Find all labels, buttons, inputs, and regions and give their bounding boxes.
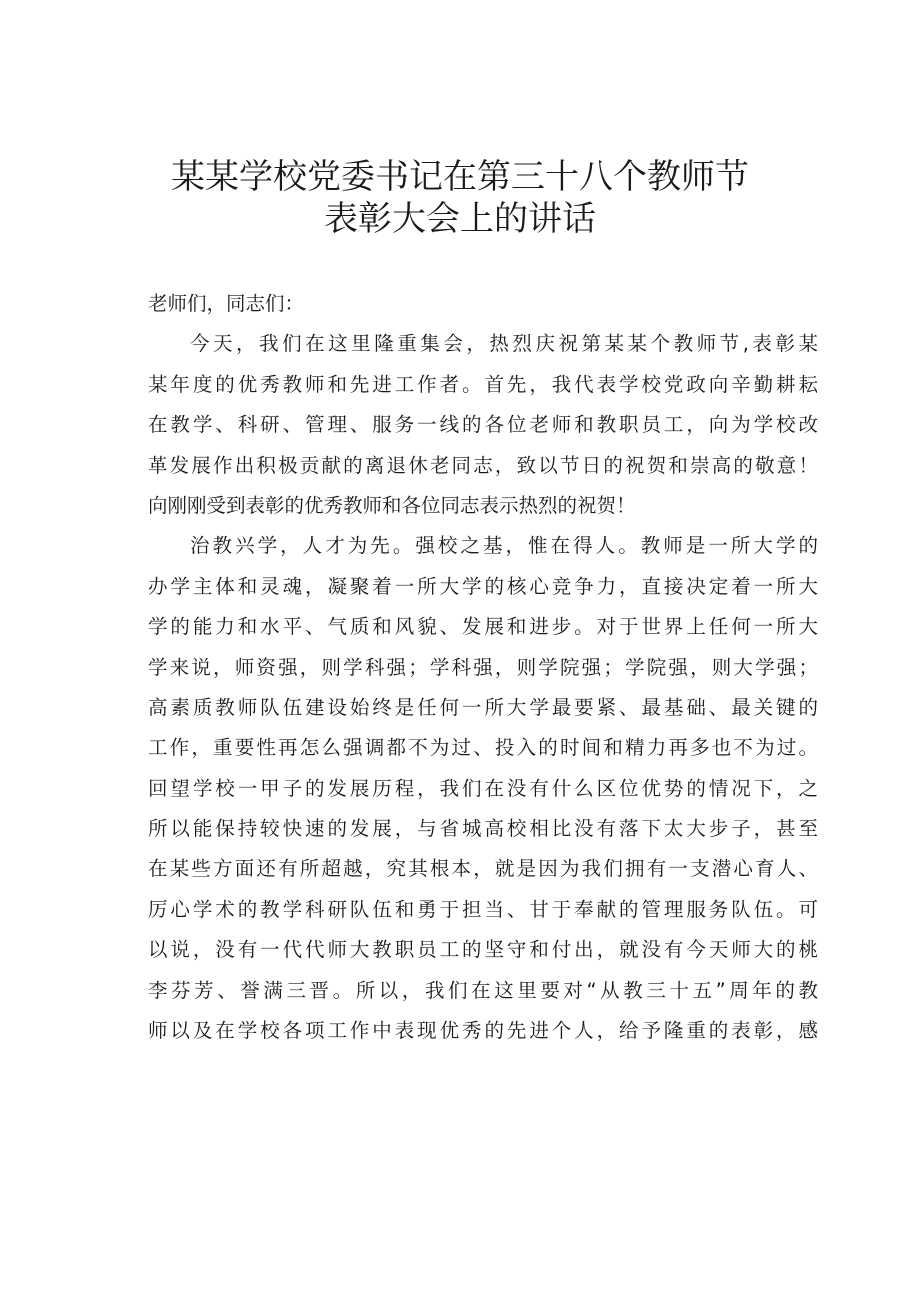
paragraph-2-line: 治教兴学，人才为先。强校之基，惟在得人。教师是一所大学的 [190,534,818,558]
salutation: 老师们，同志们： [148,292,305,315]
paragraph-1-line: 革发展作出积极贡献的离退休老同志，致以节日的祝贺和崇高的敬意！ [148,453,818,477]
paragraph-2-line: 办学主体和灵魂，凝聚着一所大学的核心竞争力，直接决定着一所大 [148,574,818,598]
paragraph-2-line: 学的能力和水平、气质和风貌、发展和进步。对于世界上任何一所大 [148,615,818,639]
document-body [148,284,818,1051]
document-title-line-2: 表彰大会上的讲话 [324,199,596,239]
paragraph-2-line: 厉心学术的教学科研队伍和勇于担当、甘于奉献的管理服务队伍。可 [148,897,818,921]
paragraph-2-line: 回望学校一甲子的发展历程，我们在没有什么区位优势的情况下，之 [148,776,818,800]
paragraph-1-line: 某年度的优秀教师和先进工作者。首先，我代表学校党政向辛勤耕耘 [148,372,818,396]
paragraph-2-line: 李芬芳、誉满三晋。所以，我们在这里要对“从教三十五”周年的教 [148,978,818,1002]
paragraph-2-line: 工作，重要性再怎么强调都不为过、投入的时间和精力再多也不为过。 [148,736,818,760]
paragraph-2-line: 以说，没有一代代师大教职员工的坚守和付出，就没有今天师大的桃 [148,938,818,962]
paragraph-2-line: 所以能保持较快速的发展，与省城高校相比没有落下太大步子，甚至 [148,817,818,841]
paragraph-2-line: 在某些方面还有所超越，究其根本，就是因为我们拥有一支潜心育人、 [148,857,818,881]
paragraph-2-line: 师以及在学校各项工作中表现优秀的先进个人，给予隆重的表彰，感 [148,1019,818,1043]
paragraph-2-line: 高素质教师队伍建设始终是任何一所大学最要紧、最基础、最关键的 [148,695,818,719]
paragraph-2-line: 学来说，师资强，则学科强；学科强，则学院强；学院强，则大学强； [148,655,818,679]
paragraph-1-line: 向刚刚受到表彰的优秀教师和各位同志表示热烈的祝贺！ [148,493,636,517]
document-title-line-1: 某某学校党委书记在第三十八个教师节 [171,157,749,197]
paragraph-1-line: 今天，我们在这里隆重集会，热烈庆祝第某某个教师节,表彰某 [190,332,818,356]
paragraph-1-line: 在教学、科研、管理、服务一线的各位老师和教职员工，向为学校改 [148,413,818,437]
